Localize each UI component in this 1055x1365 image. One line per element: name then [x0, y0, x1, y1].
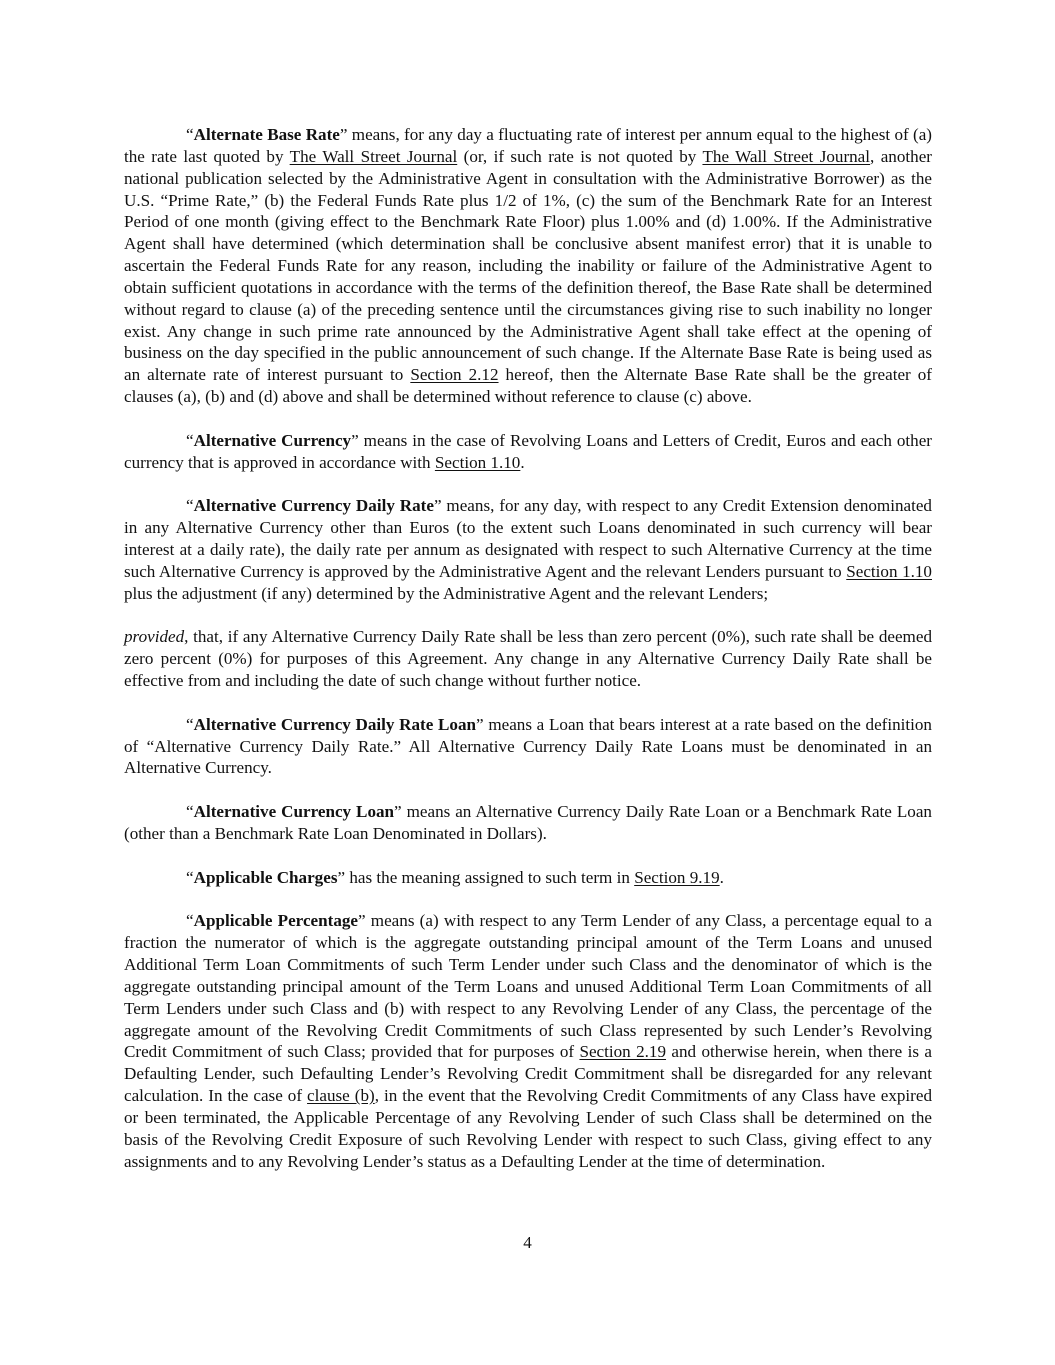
body-text: hereof, then the Alternate Base Rate shall be the greater of clauses (a), (b) and (d) above and shall be determined without reference to clause (c) above. — [124, 365, 932, 407]
defined-term: Applicable Charges — [193, 867, 338, 887]
body-text: ” means (a) with respect to any Term Lender of any Class, a percentage equal to a fraction the numerator of which is the aggregate outstanding principal amount of the Term Loans and unused Additional Term Loan Commitments of such Term Lender under such Class and the denominator of which is the aggregate outstanding principal amount of the Term Loans and unused Additional Term Loan Commitments of all Term Lenders under such Class and (b) with respect to any Revolving Lender of any Class, the percentage of the aggregate amount of the Revolving Credit Commitments of such Class represented by such Lender’s Revolving Credit Commitment of such Class; provided that for purposes of — [124, 911, 932, 1062]
body-text: “ — [186, 714, 194, 734]
body-text: “ — [186, 430, 194, 450]
cross-reference[interactable]: Section 2.19 — [579, 1042, 667, 1062]
definition-alternative-currency — [124, 430, 932, 474]
defined-term: Alternative Currency Daily Rate Loan — [193, 714, 477, 734]
body-text: and otherwise herein, when there is a Defaulting Lender, such Defaulting Lender’s Revolving Credit Commitment shall be disregarded for any relevant calculation. In the case of — [124, 1042, 932, 1106]
definition-applicable-charges — [124, 867, 932, 889]
definition-proviso — [124, 626, 932, 692]
body-text: , in the event that the Revolving Credit Commitments of any Class have expired or been terminated, the Applicable Percentage of any Revolving Lender of such Class shall be determined on the basis of the Revolving Credit Exposure of such Revolving Lender with respect to such Class, giving effect to any assignments and to any Revolving Lender’s status as a Defaulting Lender at the time of determination. — [124, 1086, 933, 1171]
body-text: “ — [186, 802, 194, 822]
document-page — [124, 124, 932, 1173]
body-text: ” means a Loan that bears interest at a rate based on the definition of “Alternative Currency Daily Rate.” All Alternative Currency Daily Rate Loans must be denominated in an Alternative Currency. — [124, 714, 932, 778]
defined-term: Alternate Base Rate — [193, 125, 340, 144]
definition-alternate-base-rate — [124, 124, 932, 408]
cross-reference[interactable]: clause (b) — [307, 1086, 375, 1106]
defined-term: Alternative Currency Loan — [193, 802, 395, 822]
body-text: “ — [186, 496, 194, 516]
defined-term: Alternative Currency Daily Rate — [193, 496, 434, 516]
body-text: , another national publication selected by the Administrative Agent in consultation with the Administrative Borrower) as the U.S. “Prime Rate,” (b) the Federal Funds Rate plus 1/2 of 1%, (c) the sum of the Benchmark Rate for an Interest Period of one month (giving effect to the Benchmark Rate Floor) plus 1.00% and (d) 1.00%. If the Administrative Agent shall have determined (which determination shall be conclusive absent manifest error) that it is unable to ascertain the Federal Funds Rate for any reason, including the inability or failure of the Administrative Agent to obtain sufficient quotations in accordance with the terms of the definition thereof, the Base Rate shall be determined without regard to clause (a) of the preceding sentence until the circumstances giving rise to such inability no longer exist. Any change in such prime rate announced by the Administrative Agent shall take effect at the opening of business on the day specified in the public announcement of such change. If the Alternate Base Rate is being used as an alternate rate of interest pursuant to — [124, 146, 932, 385]
body-text: , that, if any Alternative Currency Daily Rate shall be less than zero percent (0%), such rate shall be deemed zero percent (0%) for purposes of this Agreement. Any change in any Alternative Currency Daily Rate shall be effective from and including the date of such change without further notice. — [124, 627, 932, 691]
body-text: ” means, for any day, with respect to any Credit Extension denominated in any Alternative Currency other than Euros (to the extent such Loans denominated in such currency will bear interest at a daily rate), the daily rate per annum as designated with respect to such Alternative Currency at the time such Alternative Currency is approved by the Administrative Agent and the relevant Lenders pursuant to — [124, 496, 932, 581]
cross-reference[interactable]: Section 1.10 — [846, 561, 932, 581]
defined-term: Applicable Percentage — [193, 911, 358, 931]
page-number: 4 — [523, 1233, 532, 1252]
italic-term: provided — [124, 627, 185, 647]
body-text: “ — [186, 867, 194, 887]
definition-applicable-percentage — [124, 910, 932, 1172]
body-text: ” has the meaning assigned to such term in — [337, 867, 635, 887]
cross-reference[interactable]: Section 2.12 — [410, 365, 499, 385]
body-text: ” means, for any day a fluctuating rate of interest per annum equal to the highest of (a) the rate last quoted by — [124, 125, 932, 166]
definition-alternative-currency-loan — [124, 801, 932, 845]
body-text: “ — [186, 911, 194, 931]
cross-reference[interactable]: The Wall Street Journal — [702, 146, 871, 166]
definition-alternative-currency-daily-rate — [124, 495, 932, 604]
body-text: “ — [186, 125, 194, 144]
cross-reference[interactable]: Section 9.19 — [634, 867, 720, 887]
body-text: ” means in the case of Revolving Loans and Letters of Credit, Euros and each other currency that is approved in accordance with — [124, 430, 932, 472]
body-text: plus the adjustment (if any) determined by the Administrative Agent and the relevant Lenders; — [124, 583, 769, 603]
definition-alternative-currency-daily-rate-loan — [124, 714, 932, 780]
cross-reference[interactable]: The Wall Street Journal — [289, 146, 458, 166]
body-text: (or, if such rate is not quoted by — [457, 146, 703, 166]
cross-reference[interactable]: Section 1.10 — [434, 452, 521, 472]
body-text: . — [520, 452, 525, 472]
body-text: . — [719, 867, 724, 887]
body-text: ” means an Alternative Currency Daily Rate Loan or a Benchmark Rate Loan (other than a Benchmark Rate Loan Denominated in Dollars). — [124, 802, 932, 843]
defined-term: Alternative Currency — [193, 430, 352, 450]
